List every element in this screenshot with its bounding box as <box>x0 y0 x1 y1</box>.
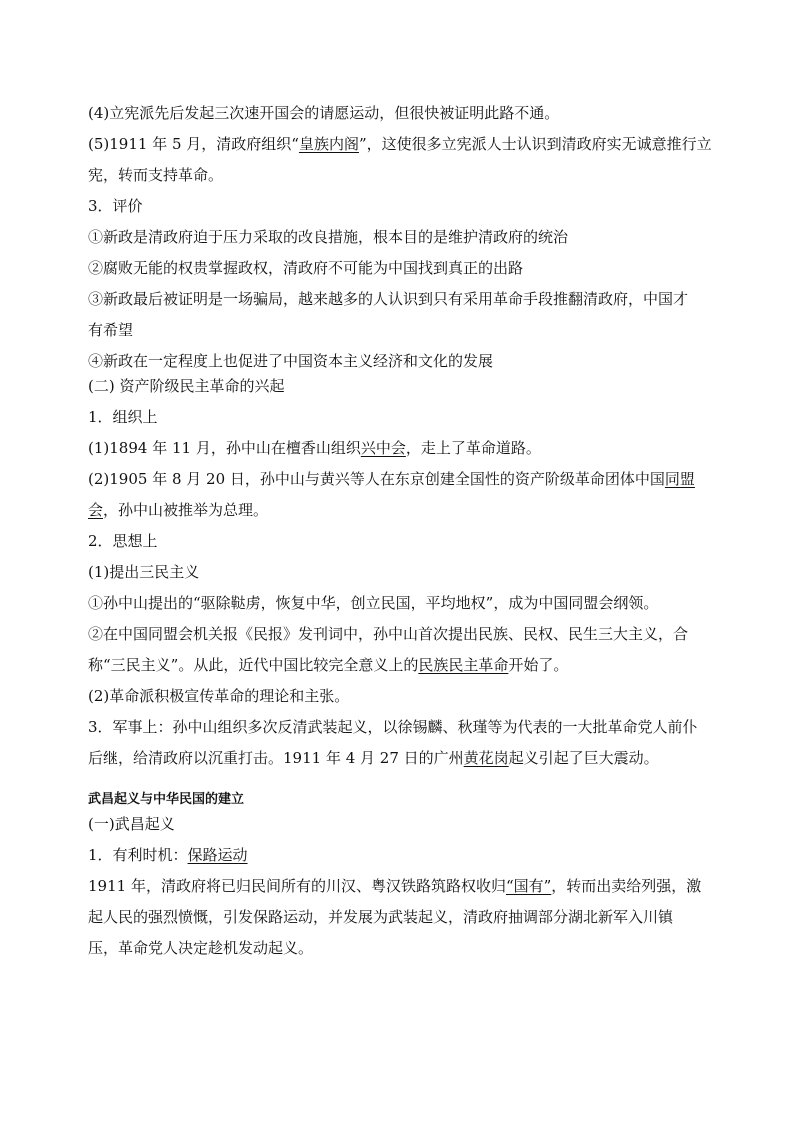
paragraph: (1)1894 年 11 月，孙中山在檀香山组织兴中会，走上了革命道路。 <box>88 439 541 457</box>
paragraph: ②在中国同盟会机关报《民报》发刊词中，孙中山首次提出民族、民权、民生三大主义，合 <box>88 625 689 643</box>
paragraph: (5)1911 年 5 月，清政府组织“皇族内阁”，这使很多立宪派人士认识到清政府实无诚意推行立 <box>88 135 712 153</box>
subheading: (一)武昌起义 <box>88 815 175 833</box>
paragraph: (2)革命派积极宣传革命的理论和主张。 <box>88 687 350 705</box>
subheading: (二) 资产阶级民主革命的兴起 <box>88 377 285 395</box>
subheading: 1．组织上 <box>88 408 158 426</box>
paragraph: 后继，给清政府以沉重打击。1911 年 4 月 27 日的广州黄花岗起义引起了巨大震动。 <box>88 749 659 767</box>
paragraph: 3．军事上：孙中山组织多次反清武装起义，以徐锡麟、秋瑾等为代表的一大批革命党人前仆 <box>88 718 698 736</box>
key-term: 民族民主革命 <box>418 656 509 674</box>
paragraph: 压，革命党人决定趁机发动起义。 <box>88 939 314 957</box>
paragraph: 会，孙中山被推举为总理。 <box>88 501 269 519</box>
paragraph: 起人民的强烈愤慨，引发保路运动，并发展为武装起义，清政府抽调部分湖北新军入川镇 <box>88 908 674 926</box>
key-term: 皇族内阁 <box>298 135 359 153</box>
section-title: 武昌起义与中华民国的建立 <box>88 792 245 807</box>
paragraph: (1)提出三民主义 <box>88 563 200 581</box>
paragraph: ②腐败无能的权贵掌握政权，清政府不可能为中国找到真正的出路 <box>88 259 524 277</box>
paragraph: 宪，转而支持革命。 <box>88 166 224 184</box>
key-term: 会 <box>88 501 104 519</box>
paragraph: ③新政最后被证明是一场骗局，越来越多的人认识到只有采用革命手段推翻清政府，中国才 <box>88 290 689 308</box>
paragraph: ④新政在一定程度上也促进了中国资本主义经济和文化的发展 <box>88 352 494 370</box>
key-term: 兴中会 <box>360 439 406 457</box>
paragraph: 有希望 <box>88 321 134 339</box>
paragraph: ①孙中山提出的“驱除鞑虏，恢复中华，创立民国，平均地权”，成为中国同盟会纲领。 <box>88 594 659 612</box>
key-term: 同盟 <box>664 470 695 488</box>
subheading: 3．评价 <box>88 197 143 215</box>
key-term: 黄花岗 <box>463 749 509 767</box>
paragraph: ①新政是清政府迫于压力采取的改良措施，根本目的是维护清政府的统治 <box>88 228 569 246</box>
paragraph: (4)立宪派先后发起三次速开国会的请愿运动，但很快被证明此路不通。 <box>88 104 560 122</box>
key-term: 保路运动 <box>187 846 248 864</box>
paragraph: (2)1905 年 8 月 20 日，孙中山与黄兴等人在东京创建全国性的资产阶级革命团体中国同盟 <box>88 470 695 488</box>
subheading: 1．有利时机：保路运动 <box>88 846 248 864</box>
subheading: 2．思想上 <box>88 532 158 550</box>
paragraph: 1911 年，清政府将已归民间所有的川汉、粤汉铁路筑路权收归“国有”，转而出卖给列强，激 <box>88 877 702 895</box>
paragraph: 称“三民主义”。从此，近代中国比较完全意义上的民族民主革命开始了。 <box>88 656 569 674</box>
key-term: “国有” <box>505 877 552 895</box>
document-body <box>88 98 728 964</box>
